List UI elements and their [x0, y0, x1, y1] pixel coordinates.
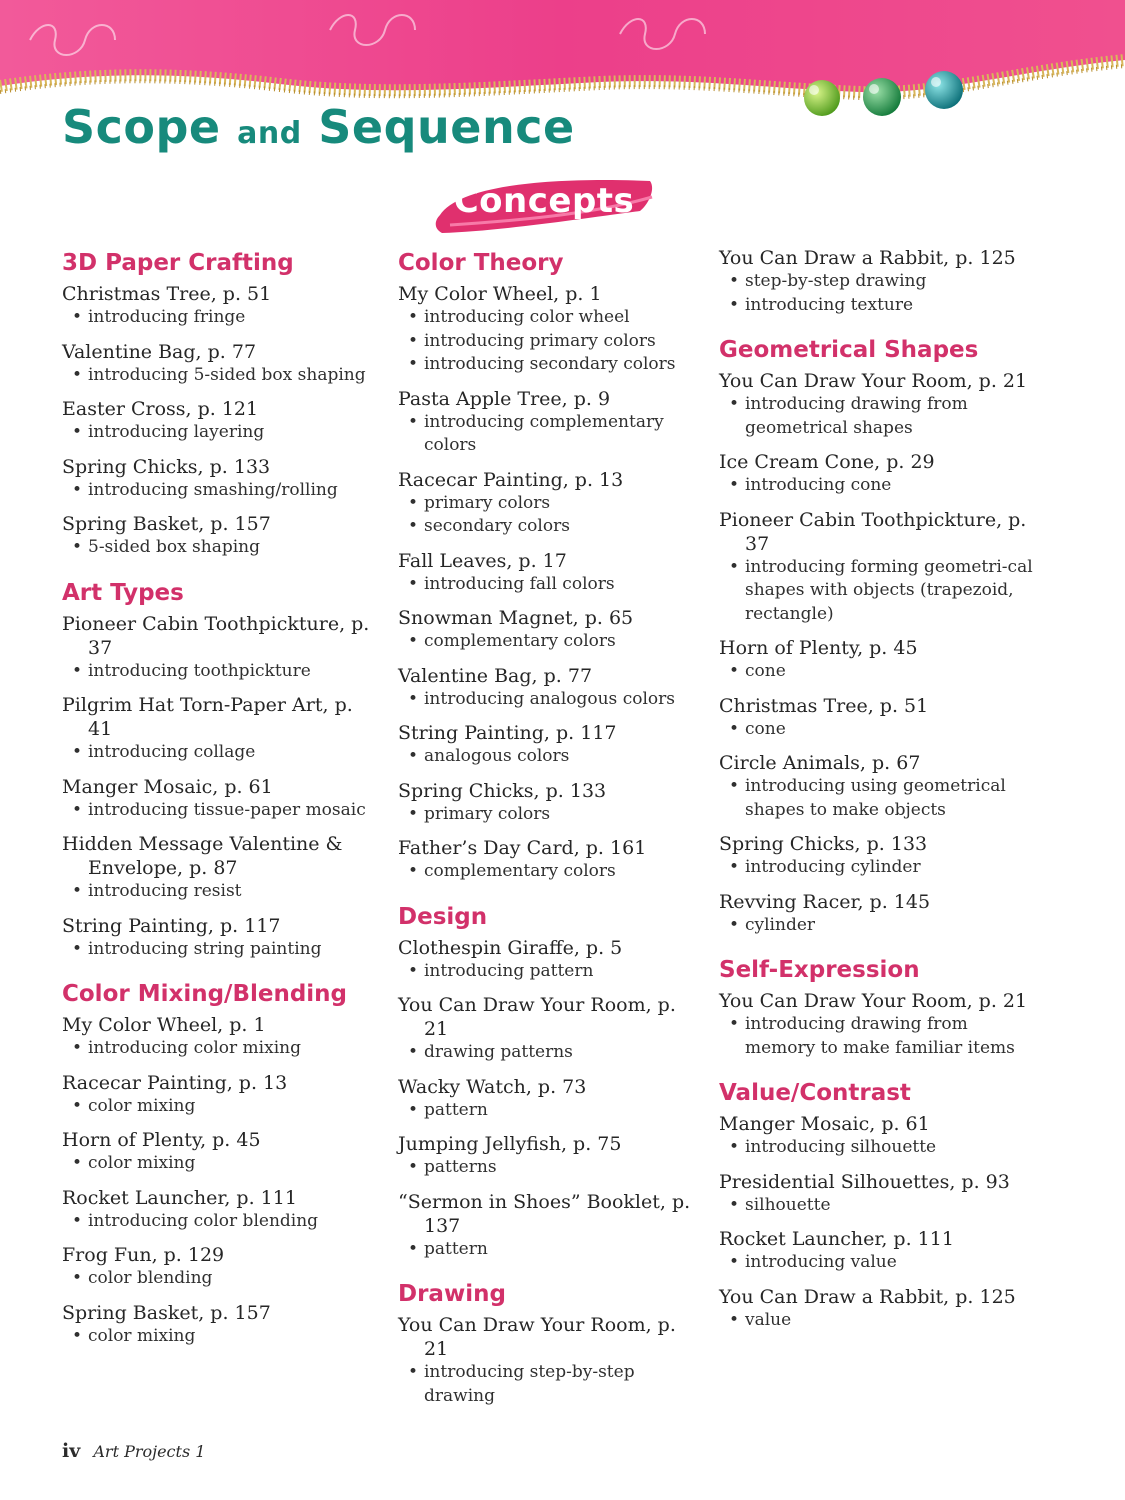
concept-list — [398, 1361, 698, 1408]
project-entry — [62, 397, 382, 445]
project-title: Pioneer Cabin Toothpickture, p. 37 — [719, 508, 1027, 555]
project-title: Revving Racer, p. 145 — [719, 890, 931, 913]
category-heading: Value/Contrast — [719, 1080, 911, 1106]
concept-item: • introducing 5-sided box shaping — [62, 364, 382, 388]
concept-list — [398, 306, 698, 377]
project-title: Valentine Bag, p. 77 — [62, 340, 257, 363]
category-heading: Drawing — [398, 1281, 506, 1307]
concept-list — [398, 1156, 698, 1180]
concept-list — [62, 479, 382, 503]
project-entry — [62, 775, 382, 823]
concept-list — [398, 860, 698, 884]
project-entry — [719, 1170, 1039, 1218]
concept-item: • silhouette — [719, 1194, 1039, 1218]
concept-item: • complementary colors — [398, 630, 698, 654]
concept-item: • introducing analogous colors — [398, 688, 698, 712]
section-label-concepts: Concepts — [430, 175, 658, 237]
concept-item: • introducing string painting — [62, 938, 382, 962]
concept-item: • color mixing — [62, 1325, 382, 1349]
concept-item: • introducing texture — [719, 294, 1039, 318]
project-entry — [398, 993, 698, 1065]
category-heading: 3D Paper Crafting — [62, 250, 294, 276]
concept-list — [719, 1013, 1039, 1060]
category-heading: Geometrical Shapes — [719, 337, 979, 363]
project-entry — [398, 1075, 698, 1123]
project-entry — [398, 282, 698, 377]
concept-item: • introducing fringe — [62, 306, 382, 330]
project-entry — [398, 664, 698, 712]
concept-item: • secondary colors — [398, 515, 698, 539]
concept-item: • drawing patterns — [398, 1041, 698, 1065]
concept-item: • introducing smashing/rolling — [62, 479, 382, 503]
project-entry — [62, 1071, 382, 1119]
project-entry — [719, 1112, 1039, 1160]
concept-list — [62, 1037, 382, 1061]
project-entry — [719, 450, 1039, 498]
category-heading: Self-Expression — [719, 957, 920, 983]
concept-item: • introducing cone — [719, 474, 1039, 498]
concept-item: • introducing cylinder — [719, 856, 1039, 880]
project-title: Pasta Apple Tree, p. 9 — [398, 387, 611, 410]
concept-item: • color blending — [62, 1267, 382, 1291]
concept-item: • introducing silhouette — [719, 1136, 1039, 1160]
concept-item: • introducing fall colors — [398, 573, 698, 597]
concept-list — [398, 492, 698, 539]
project-entry — [62, 282, 382, 330]
project-title: Wacky Watch, p. 73 — [398, 1075, 587, 1098]
project-title: Presidential Silhouettes, p. 93 — [719, 1170, 1010, 1193]
concept-item: • introducing using geometrical shapes to make objects — [719, 775, 1039, 822]
project-entry — [719, 751, 1039, 822]
project-title: Pilgrim Hat Torn-Paper Art, p. 41 — [62, 694, 353, 740]
concept-list — [398, 630, 698, 654]
project-entry — [398, 721, 698, 769]
project-title: Spring Chicks, p. 133 — [62, 455, 271, 478]
concept-list — [719, 1309, 1039, 1333]
page-title: Scope and Sequence — [62, 100, 575, 154]
concept-item: • step-by-step drawing — [719, 270, 1039, 294]
project-entry — [62, 1186, 382, 1234]
concept-list — [62, 1210, 382, 1234]
project-title: Manger Mosaic, p. 61 — [719, 1113, 930, 1135]
concept-item: • cone — [719, 718, 1039, 742]
project-title: Frog Fun, p. 129 — [62, 1244, 225, 1266]
project-title: You Can Draw Your Room, p. 21 — [398, 994, 676, 1040]
concept-list — [62, 1325, 382, 1349]
gem-light-green-icon — [804, 80, 840, 116]
project-title: My Color Wheel, p. 1 — [62, 1014, 266, 1036]
project-title: Circle Animals, p. 67 — [719, 752, 921, 774]
project-entry — [719, 636, 1039, 684]
concept-list — [62, 364, 382, 388]
concept-item: • cylinder — [719, 914, 1039, 938]
concept-item: • introducing secondary colors — [398, 353, 698, 377]
concept-item: • introducing pattern — [398, 960, 698, 984]
project-title: Fall Leaves, p. 17 — [398, 549, 567, 572]
concept-list — [62, 938, 382, 962]
project-title: Racecar Painting, p. 13 — [398, 468, 624, 491]
project-entry — [398, 1313, 698, 1408]
project-entry — [719, 890, 1039, 938]
project-entry — [398, 387, 698, 458]
project-title: You Can Draw a Rabbit, p. 125 — [719, 247, 1016, 269]
concept-list — [719, 775, 1039, 822]
project-title: Christmas Tree, p. 51 — [719, 694, 929, 717]
concept-list — [719, 556, 1039, 627]
project-title: String Painting, p. 117 — [398, 722, 617, 744]
project-title: Ice Cream Cone, p. 29 — [719, 451, 935, 473]
concept-item: • analogous colors — [398, 745, 698, 769]
project-title: Father’s Day Card, p. 161 — [398, 837, 647, 859]
project-entry — [62, 693, 382, 765]
column-1 — [62, 248, 382, 1358]
project-entry — [62, 612, 382, 684]
project-entry — [62, 1301, 382, 1349]
project-entry — [62, 832, 382, 904]
project-title: You Can Draw Your Room, p. 21 — [398, 1314, 676, 1360]
project-entry — [719, 508, 1039, 627]
project-title: You Can Draw Your Room, p. 21 — [719, 990, 1028, 1012]
concept-item: • primary colors — [398, 803, 698, 827]
concept-item: • pattern — [398, 1099, 698, 1123]
concept-list — [719, 393, 1039, 440]
project-title: Christmas Tree, p. 51 — [62, 283, 272, 305]
project-entry — [719, 1227, 1039, 1275]
page-footer — [62, 1440, 205, 1462]
concept-list — [398, 411, 698, 458]
project-title: You Can Draw Your Room, p. 21 — [719, 370, 1028, 392]
project-title: Spring Chicks, p. 133 — [398, 779, 607, 802]
concept-item: • introducing complementary colors — [398, 411, 698, 458]
category-heading: Color Mixing/Blending — [62, 981, 348, 1007]
project-entry — [398, 936, 698, 984]
concept-list — [719, 660, 1039, 684]
project-title: String Painting, p. 117 — [62, 914, 281, 937]
project-title: Valentine Bag, p. 77 — [398, 664, 593, 687]
project-entry — [398, 1132, 698, 1180]
project-title: “Sermon in Shoes” Booklet, p. 137 — [398, 1190, 691, 1237]
concept-list — [62, 799, 382, 823]
column-2 — [398, 248, 698, 1418]
project-title: Snowman Magnet, p. 65 — [398, 607, 634, 629]
concept-list — [719, 474, 1039, 498]
project-title: Manger Mosaic, p. 61 — [62, 775, 273, 798]
project-title: Easter Cross, p. 121 — [62, 398, 259, 420]
project-entry — [719, 246, 1039, 317]
project-entry — [62, 1128, 382, 1176]
concept-list — [62, 741, 382, 765]
project-entry — [62, 512, 382, 560]
concept-item: • primary colors — [398, 492, 698, 516]
concept-list — [719, 914, 1039, 938]
project-title: Pioneer Cabin Toothpickture, p. 37 — [62, 612, 370, 659]
project-title: Spring Basket, p. 157 — [62, 513, 271, 535]
category-heading: Color Theory — [398, 250, 564, 276]
concept-list — [398, 960, 698, 984]
concept-list — [62, 1095, 382, 1119]
concept-item: • color mixing — [62, 1095, 382, 1119]
concept-list — [719, 718, 1039, 742]
concept-item: • introducing drawing from geometrical shapes — [719, 393, 1039, 440]
concept-item: • pattern — [398, 1238, 698, 1262]
project-title: Rocket Launcher, p. 111 — [62, 1186, 297, 1209]
concept-list — [398, 688, 698, 712]
concept-list — [398, 1238, 698, 1262]
concept-item: • introducing forming geometri-cal shapes with objects (trapezoid, rectangle) — [719, 556, 1039, 627]
project-entry — [62, 340, 382, 388]
concept-item: • introducing color mixing — [62, 1037, 382, 1061]
concept-item: • introducing drawing from memory to make familiar items — [719, 1013, 1039, 1060]
concept-list — [719, 1136, 1039, 1160]
concept-item: • value — [719, 1309, 1039, 1333]
project-entry — [62, 455, 382, 503]
concept-list — [398, 1041, 698, 1065]
page-number: iv — [62, 1440, 81, 1462]
concept-item: • 5-sided box shaping — [62, 536, 382, 560]
project-title: Jumping Jellyfish, p. 75 — [398, 1133, 622, 1155]
project-entry — [62, 914, 382, 962]
project-title: My Color Wheel, p. 1 — [398, 283, 602, 305]
project-entry — [719, 989, 1039, 1060]
project-title: Spring Chicks, p. 133 — [719, 833, 928, 855]
project-entry — [398, 468, 698, 539]
concept-list — [62, 880, 382, 904]
project-entry — [62, 1013, 382, 1061]
project-title: Rocket Launcher, p. 111 — [719, 1228, 954, 1250]
gem-green-icon — [863, 78, 901, 116]
concept-item: • introducing primary colors — [398, 330, 698, 354]
concept-list — [62, 306, 382, 330]
concept-item: • introducing layering — [62, 421, 382, 445]
concept-item: • introducing resist — [62, 880, 382, 904]
category-heading: Art Types — [62, 579, 184, 606]
concept-item: • introducing collage — [62, 741, 382, 765]
category-heading: Design — [398, 903, 488, 930]
concept-item: • introducing value — [719, 1251, 1039, 1275]
concept-item: • complementary colors — [398, 860, 698, 884]
concept-list — [62, 1152, 382, 1176]
concept-list — [398, 745, 698, 769]
concept-item: • cone — [719, 660, 1039, 684]
concept-list — [398, 573, 698, 597]
concept-list — [398, 1099, 698, 1123]
project-entry — [398, 1190, 698, 1262]
concept-item: • patterns — [398, 1156, 698, 1180]
concept-list — [719, 270, 1039, 317]
concept-list — [62, 1267, 382, 1291]
project-entry — [398, 779, 698, 827]
project-entry — [62, 1243, 382, 1291]
concept-item: • introducing step-by-step drawing — [398, 1361, 698, 1408]
concept-list — [719, 1194, 1039, 1218]
project-title: Hidden Message Valentine & Envelope, p. 87 — [62, 833, 343, 879]
concept-item: • color mixing — [62, 1152, 382, 1176]
project-entry — [719, 369, 1039, 440]
project-entry — [398, 836, 698, 884]
book-title: Art Projects 1 — [93, 1442, 206, 1461]
project-title: Racecar Painting, p. 13 — [62, 1071, 288, 1094]
project-entry — [719, 1285, 1039, 1333]
concept-item: • introducing color blending — [62, 1210, 382, 1234]
concept-item: • introducing color wheel — [398, 306, 698, 330]
project-entry — [398, 549, 698, 597]
concept-list — [62, 421, 382, 445]
project-title: You Can Draw a Rabbit, p. 125 — [719, 1285, 1016, 1308]
project-title: Horn of Plenty, p. 45 — [62, 1129, 261, 1151]
concept-item: • introducing toothpickture — [62, 660, 382, 684]
project-entry — [719, 694, 1039, 742]
project-title: Clothespin Giraffe, p. 5 — [398, 936, 623, 959]
concept-list — [719, 1251, 1039, 1275]
gem-teal-icon — [925, 71, 963, 109]
project-entry — [719, 832, 1039, 880]
concept-list — [62, 536, 382, 560]
concept-item: • introducing tissue-paper mosaic — [62, 799, 382, 823]
project-entry — [398, 606, 698, 654]
project-title: Horn of Plenty, p. 45 — [719, 637, 918, 659]
column-3 — [719, 246, 1039, 1342]
concept-list — [62, 660, 382, 684]
concept-list — [719, 856, 1039, 880]
project-title: Spring Basket, p. 157 — [62, 1301, 271, 1324]
concept-list — [398, 803, 698, 827]
